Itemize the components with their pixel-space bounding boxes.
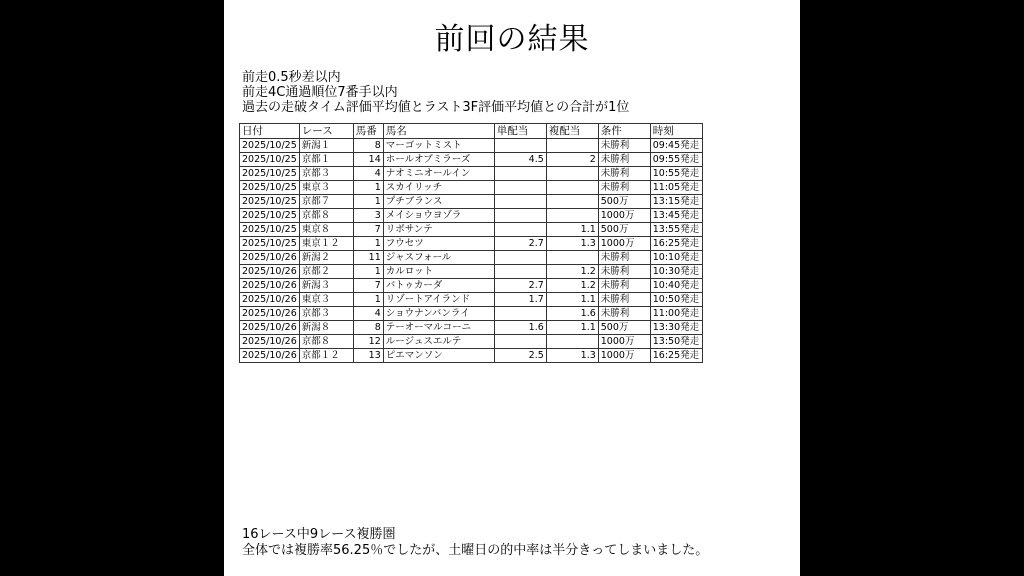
header-time: 時刻 (650, 124, 702, 139)
cell-race: 東京１２ (299, 237, 353, 251)
cell-class: 1000万 (598, 209, 650, 223)
table-row (240, 251, 703, 265)
cell-win-payout: 1.7 (494, 293, 546, 307)
header-place-payout: 複配当 (546, 124, 598, 139)
cell-horse-number: 1 (353, 265, 383, 279)
cell-win-payout (494, 181, 546, 195)
cell-horse-number: 4 (353, 307, 383, 321)
cell-horse-name: バトゥカーダ (383, 279, 494, 293)
cell-place-payout (546, 209, 598, 223)
cell-time: 10:10発走 (650, 251, 702, 265)
cell-horse-number: 7 (353, 279, 383, 293)
cell-horse-name: プチブランス (383, 195, 494, 209)
cell-race: 東京３ (299, 293, 353, 307)
cell-place-payout: 1.1 (546, 223, 598, 237)
cell-place-payout (546, 195, 598, 209)
cell-time: 09:55発走 (650, 153, 702, 167)
cell-class: 未勝利 (598, 307, 650, 321)
cell-horse-name: ナオミニオールイン (383, 167, 494, 181)
cell-place-payout (546, 335, 598, 349)
cell-class: 500万 (598, 321, 650, 335)
cell-horse-number: 3 (353, 209, 383, 223)
table-row (240, 195, 703, 209)
cell-race: 京都７ (299, 195, 353, 209)
cell-win-payout: 1.6 (494, 321, 546, 335)
header-horse-name: 馬名 (383, 124, 494, 139)
cell-date: 2025/10/25 (240, 139, 300, 153)
cell-horse-number: 7 (353, 223, 383, 237)
cell-date: 2025/10/25 (240, 209, 300, 223)
cell-race: 京都１２ (299, 349, 353, 363)
cell-time: 10:30発走 (650, 265, 702, 279)
cell-class: 1000万 (598, 335, 650, 349)
cell-horse-name: ショウナンバンライ (383, 307, 494, 321)
cell-class: 500万 (598, 195, 650, 209)
cell-date: 2025/10/25 (240, 237, 300, 251)
cell-horse-name: マーゴットミスト (383, 139, 494, 153)
header-class: 条件 (598, 124, 650, 139)
cell-time: 13:50発走 (650, 335, 702, 349)
cell-class: 未勝利 (598, 153, 650, 167)
results-table (239, 123, 703, 363)
condition-line: 前走4C通過順位7番手以内 (242, 85, 398, 100)
cell-date: 2025/10/26 (240, 307, 300, 321)
cell-time: 10:55発走 (650, 167, 702, 181)
cell-horse-name: ジャスフォール (383, 251, 494, 265)
cell-horse-name: リボサンテ (383, 223, 494, 237)
table-row (240, 321, 703, 335)
cell-place-payout: 1.2 (546, 265, 598, 279)
cell-horse-name: フウセツ (383, 237, 494, 251)
cell-date: 2025/10/25 (240, 167, 300, 181)
cell-class: 未勝利 (598, 181, 650, 195)
cell-horse-number: 1 (353, 293, 383, 307)
cell-place-payout: 1.1 (546, 321, 598, 335)
cell-horse-name: ピエマンソン (383, 349, 494, 363)
cell-date: 2025/10/25 (240, 181, 300, 195)
cell-class: 未勝利 (598, 293, 650, 307)
cell-class: 1000万 (598, 349, 650, 363)
cell-place-payout: 1.2 (546, 279, 598, 293)
cell-class: 未勝利 (598, 167, 650, 181)
cell-race: 京都２ (299, 265, 353, 279)
cell-date: 2025/10/26 (240, 349, 300, 363)
cell-win-payout (494, 209, 546, 223)
table-body (240, 139, 703, 363)
cell-place-payout: 2 (546, 153, 598, 167)
table-header-row (240, 124, 703, 139)
cell-win-payout (494, 139, 546, 153)
cell-place-payout: 1.1 (546, 293, 598, 307)
cell-time: 13:15発走 (650, 195, 702, 209)
cell-win-payout (494, 195, 546, 209)
cell-date: 2025/10/26 (240, 293, 300, 307)
cell-horse-number: 8 (353, 139, 383, 153)
cell-place-payout (546, 167, 598, 181)
cell-class: 500万 (598, 223, 650, 237)
cell-horse-number: 1 (353, 195, 383, 209)
cell-win-payout: 2.7 (494, 237, 546, 251)
cell-horse-number: 4 (353, 167, 383, 181)
cell-horse-name: スカイリッチ (383, 181, 494, 195)
cell-place-payout: 1.6 (546, 307, 598, 321)
header-race: レース (299, 124, 353, 139)
cell-horse-name: テーオーマルコーニ (383, 321, 494, 335)
table-row (240, 181, 703, 195)
slide (224, 0, 800, 576)
cell-win-payout (494, 307, 546, 321)
cell-race: 新潟８ (299, 321, 353, 335)
condition-list (242, 70, 629, 115)
summary-line: 全体では複勝率56.25％でしたが、土曜日の的中率は半分きってしまいました。 (242, 543, 709, 558)
cell-race: 京都８ (299, 209, 353, 223)
cell-win-payout: 2.7 (494, 279, 546, 293)
table-row (240, 209, 703, 223)
cell-win-payout (494, 335, 546, 349)
cell-place-payout: 1.3 (546, 349, 598, 363)
cell-time: 11:00発走 (650, 307, 702, 321)
table-row (240, 153, 703, 167)
table-row (240, 223, 703, 237)
cell-time: 16:25発走 (650, 349, 702, 363)
cell-time: 13:55発走 (650, 223, 702, 237)
cell-time: 09:45発走 (650, 139, 702, 153)
cell-race: 新潟１ (299, 139, 353, 153)
condition-line: 前走0.5秒差以内 (242, 70, 341, 85)
table-row (240, 265, 703, 279)
cell-date: 2025/10/26 (240, 335, 300, 349)
table-row (240, 139, 703, 153)
cell-race: 京都３ (299, 307, 353, 321)
cell-win-payout (494, 223, 546, 237)
cell-date: 2025/10/26 (240, 279, 300, 293)
cell-win-payout (494, 251, 546, 265)
header-date: 日付 (240, 124, 300, 139)
cell-race: 新潟２ (299, 251, 353, 265)
cell-horse-number: 11 (353, 251, 383, 265)
cell-time: 13:45発走 (650, 209, 702, 223)
cell-class: 1000万 (598, 237, 650, 251)
cell-class: 未勝利 (598, 279, 650, 293)
cell-place-payout: 1.3 (546, 237, 598, 251)
cell-date: 2025/10/26 (240, 251, 300, 265)
cell-horse-number: 13 (353, 349, 383, 363)
summary (242, 527, 708, 559)
cell-horse-name: リゾートアイランド (383, 293, 494, 307)
cell-win-payout: 4.5 (494, 153, 546, 167)
table-row (240, 349, 703, 363)
cell-time: 11:05発走 (650, 181, 702, 195)
cell-place-payout (546, 181, 598, 195)
cell-win-payout (494, 265, 546, 279)
cell-horse-number: 8 (353, 321, 383, 335)
cell-race: 京都１ (299, 153, 353, 167)
cell-time: 10:50発走 (650, 293, 702, 307)
table-row (240, 307, 703, 321)
table-row (240, 167, 703, 181)
cell-race: 東京８ (299, 223, 353, 237)
cell-time: 16:25発走 (650, 237, 702, 251)
cell-horse-number: 12 (353, 335, 383, 349)
cell-horse-name: カルロット (383, 265, 494, 279)
condition-line: 過去の走破タイム評価平均値とラスト3F評価平均値との合計が1位 (242, 100, 630, 115)
cell-date: 2025/10/26 (240, 265, 300, 279)
cell-date: 2025/10/25 (240, 153, 300, 167)
cell-win-payout (494, 167, 546, 181)
cell-date: 2025/10/25 (240, 223, 300, 237)
summary-line: 16レース中9レース複勝圏 (242, 527, 396, 542)
cell-horse-number: 14 (353, 153, 383, 167)
cell-place-payout (546, 139, 598, 153)
cell-date: 2025/10/26 (240, 321, 300, 335)
cell-horse-name: メイショウヨゾラ (383, 209, 494, 223)
cell-class: 未勝利 (598, 265, 650, 279)
cell-race: 東京３ (299, 181, 353, 195)
table-row (240, 293, 703, 307)
cell-class: 未勝利 (598, 139, 650, 153)
cell-class: 未勝利 (598, 251, 650, 265)
cell-race: 京都３ (299, 167, 353, 181)
cell-horse-number: 1 (353, 237, 383, 251)
cell-horse-number: 1 (353, 181, 383, 195)
cell-place-payout (546, 251, 598, 265)
header-win-payout: 単配当 (494, 124, 546, 139)
header-horse-number: 馬番 (353, 124, 383, 139)
page-title: 前回の結果 (434, 22, 590, 57)
cell-win-payout: 2.5 (494, 349, 546, 363)
table-row (240, 335, 703, 349)
cell-date: 2025/10/25 (240, 195, 300, 209)
cell-time: 10:40発走 (650, 279, 702, 293)
cell-race: 京都８ (299, 335, 353, 349)
cell-horse-name: ルージュスエルテ (383, 335, 494, 349)
cell-time: 13:30発走 (650, 321, 702, 335)
cell-horse-name: ホールオブミラーズ (383, 153, 494, 167)
table-row (240, 237, 703, 251)
cell-race: 新潟３ (299, 279, 353, 293)
table-row (240, 279, 703, 293)
